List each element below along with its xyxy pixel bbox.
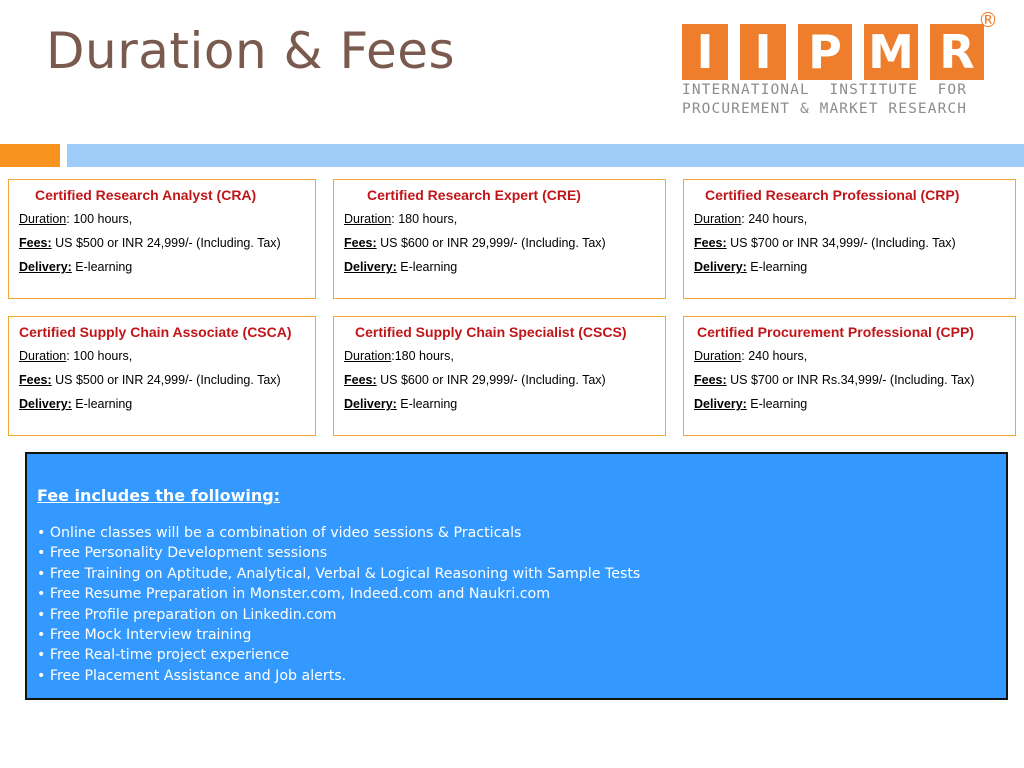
duration-value: :180 hours, — [391, 349, 454, 363]
accent-bar-orange — [0, 144, 60, 167]
course-delivery — [694, 260, 1015, 274]
course-fees — [344, 236, 665, 250]
fee-include-item: • Free Training on Aptitude, Analytical, Verbal & Logical Reasoning with Sample Tests — [37, 565, 641, 582]
fees-value: US $600 or INR 29,999/- (Including. Tax) — [376, 373, 606, 387]
fee-includes-heading: Fee includes the following: — [37, 486, 281, 505]
course-fees — [694, 236, 1015, 250]
course-duration — [19, 349, 315, 363]
logo-tagline-1: INTERNATIONAL INSTITUTE FOR — [682, 82, 968, 98]
course-card-csca — [8, 316, 316, 436]
fee-include-item: • Free Placement Assistance and Job alerts. — [37, 667, 347, 684]
fees-label: Fees: — [694, 373, 727, 387]
logo-letter: M — [864, 24, 918, 80]
course-card-cra — [8, 179, 316, 299]
fee-include-item: • Free Personality Development sessions — [37, 545, 328, 562]
course-delivery — [694, 397, 1015, 411]
logo-letter: I — [740, 24, 786, 80]
course-card-crp — [683, 179, 1016, 299]
delivery-value: E-learning — [746, 397, 808, 411]
course-title: Certified Research Analyst (CRA) — [35, 187, 257, 203]
duration-value: : 100 hours, — [66, 212, 133, 226]
page-title: Duration & Fees — [46, 22, 456, 80]
course-delivery — [19, 260, 315, 274]
course-fees — [694, 373, 1015, 387]
fee-include-item: • Free Resume Preparation in Monster.com, Indeed.com and Naukri.com — [37, 586, 551, 603]
duration-value: : 240 hours, — [741, 349, 808, 363]
registered-mark-icon: ® — [978, 8, 998, 32]
delivery-label: Delivery: — [344, 397, 397, 411]
fees-label: Fees: — [344, 236, 377, 250]
duration-label: Duration — [19, 349, 67, 363]
fees-label: Fees: — [19, 236, 52, 250]
fees-label: Fees: — [19, 373, 52, 387]
course-duration — [694, 349, 1015, 363]
course-duration — [694, 212, 1015, 226]
fee-include-item: • Free Profile preparation on Linkedin.com — [37, 606, 337, 623]
delivery-label: Delivery: — [694, 397, 747, 411]
course-fees — [344, 373, 665, 387]
delivery-value: E-learning — [396, 397, 458, 411]
course-card-cre — [333, 179, 666, 299]
fees-value: US $700 or INR Rs.34,999/- (Including. Tax) — [726, 373, 975, 387]
course-title: Certified Supply Chain Associate (CSCA) — [19, 324, 292, 340]
duration-label: Duration — [19, 212, 67, 226]
course-card-cscs — [333, 316, 666, 436]
logo-letter: I — [682, 24, 728, 80]
course-title: Certified Supply Chain Specialist (CSCS) — [355, 324, 627, 340]
fee-include-item: • Free Mock Interview training — [37, 627, 252, 644]
course-delivery — [19, 397, 315, 411]
duration-label: Duration — [694, 212, 742, 226]
delivery-label: Delivery: — [19, 260, 72, 274]
course-title: Certified Research Expert (CRE) — [367, 187, 581, 203]
course-duration — [344, 349, 665, 363]
course-delivery — [344, 260, 665, 274]
delivery-label: Delivery: — [694, 260, 747, 274]
logo-letter: R — [930, 24, 984, 80]
course-duration — [19, 212, 315, 226]
delivery-value: E-learning — [71, 397, 133, 411]
duration-value: : 100 hours, — [66, 349, 133, 363]
delivery-value: E-learning — [71, 260, 133, 274]
fees-value: US $700 or INR 34,999/- (Including. Tax) — [726, 236, 956, 250]
delivery-label: Delivery: — [344, 260, 397, 274]
fees-value: US $600 or INR 29,999/- (Including. Tax) — [376, 236, 606, 250]
course-delivery — [344, 397, 665, 411]
course-fees — [19, 373, 315, 387]
delivery-label: Delivery: — [19, 397, 72, 411]
fees-label: Fees: — [344, 373, 377, 387]
fee-include-item: • Free Real-time project experience — [37, 647, 290, 664]
logo-tagline-2: PROCUREMENT & MARKET RESEARCH — [682, 101, 968, 117]
accent-bar-blue — [67, 144, 1024, 167]
course-fees — [19, 236, 315, 250]
fee-includes-box — [25, 452, 1008, 700]
course-card-cpp — [683, 316, 1016, 436]
logo-letter-row — [682, 24, 984, 80]
course-title: Certified Research Professional (CRP) — [705, 187, 960, 203]
logo-letter: P — [798, 24, 852, 80]
duration-value: : 180 hours, — [391, 212, 458, 226]
fee-include-item: • Online classes will be a combination of video sessions & Practicals — [37, 525, 522, 541]
duration-label: Duration — [344, 212, 392, 226]
duration-label: Duration — [344, 349, 392, 363]
delivery-value: E-learning — [746, 260, 808, 274]
duration-value: : 240 hours, — [741, 212, 808, 226]
delivery-value: E-learning — [396, 260, 458, 274]
fees-label: Fees: — [694, 236, 727, 250]
course-title: Certified Procurement Professional (CPP) — [697, 324, 974, 340]
course-duration — [344, 212, 665, 226]
iipmr-logo — [682, 8, 1002, 120]
fees-value: US $500 or INR 24,999/- (Including. Tax) — [51, 236, 281, 250]
fees-value: US $500 or INR 24,999/- (Including. Tax) — [51, 373, 281, 387]
duration-label: Duration — [694, 349, 742, 363]
